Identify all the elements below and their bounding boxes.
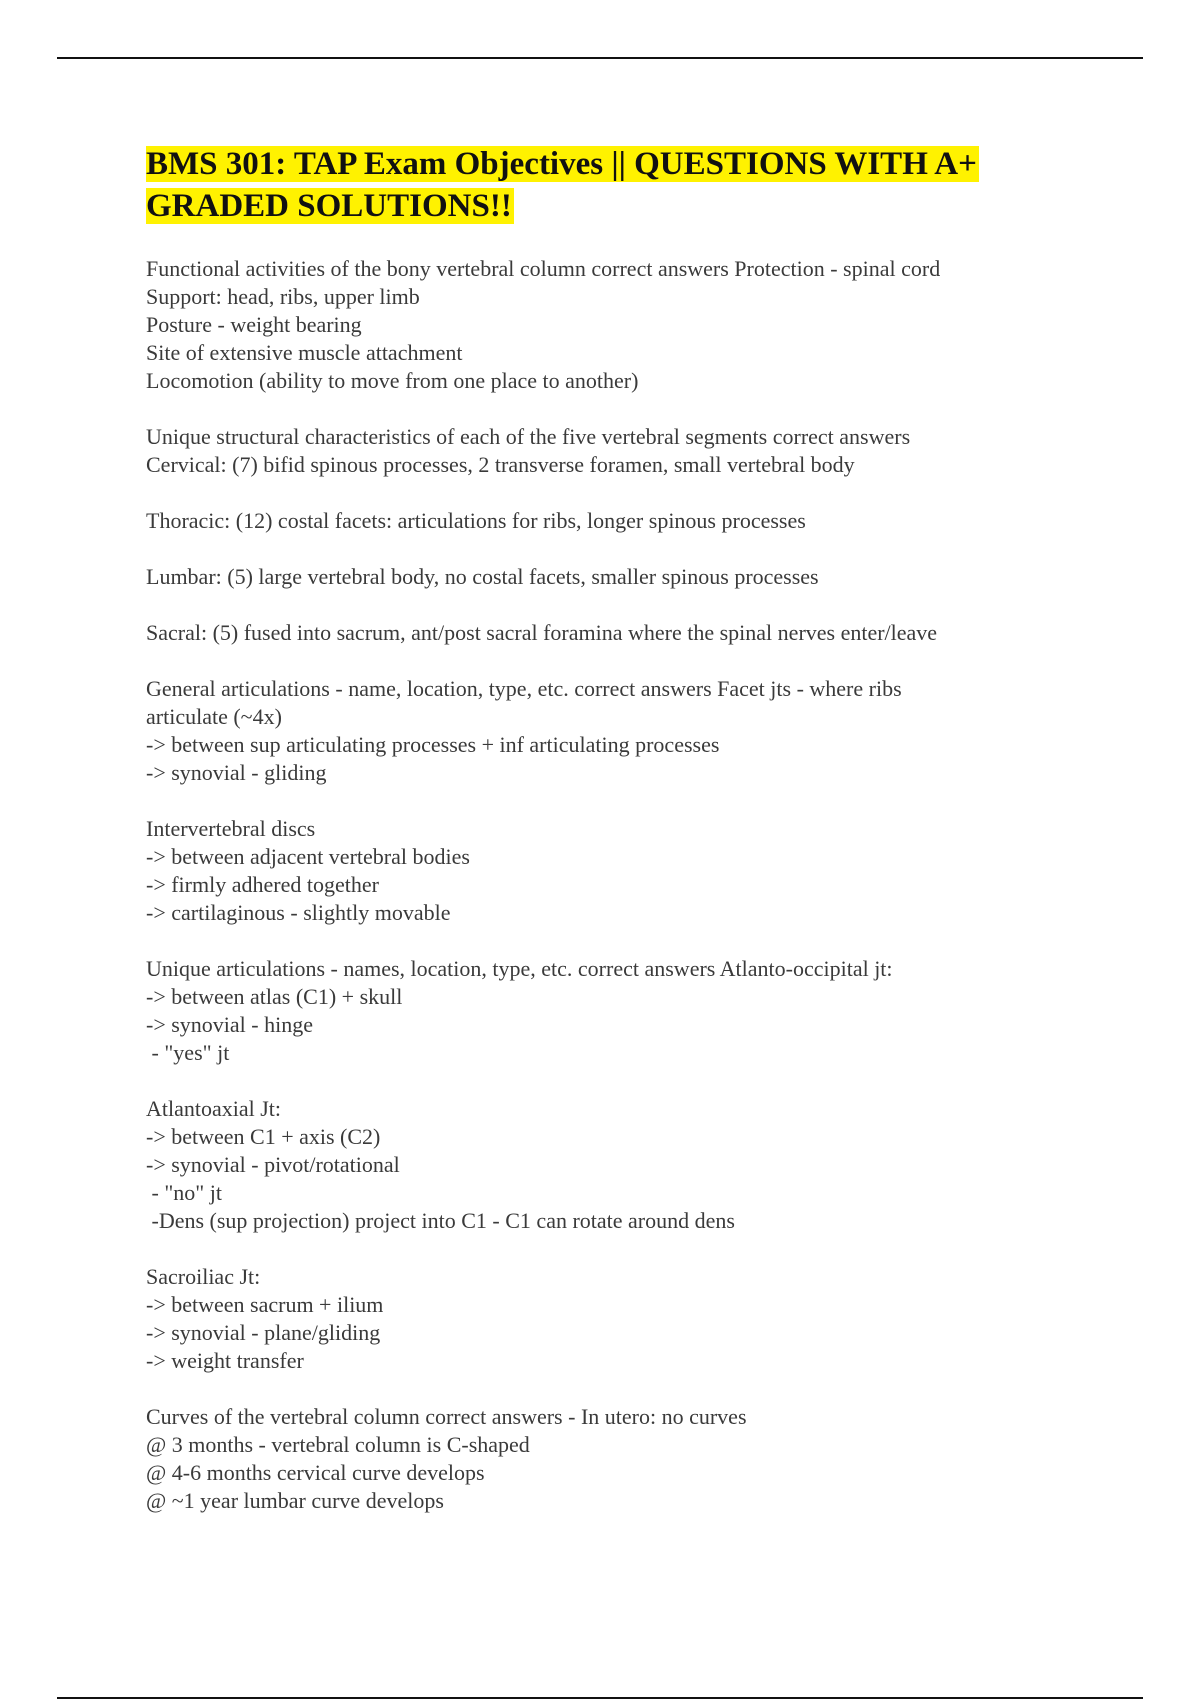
text-line: -> between atlas (C1) + skull — [146, 984, 403, 1009]
text-line: -> weight transfer — [146, 1348, 304, 1373]
text-line: Functional activities of the bony vertebral column correct answers Protection - spinal cord — [146, 256, 941, 281]
text-line: Locomotion (ability to move from one place to another) — [146, 368, 639, 393]
qa-block-intervertebral-discs — [146, 815, 1086, 927]
text-line: Unique articulations - names, location, type, etc. correct answers Atlanto-occipital jt: — [146, 956, 893, 981]
text-line: Intervertebral discs — [146, 816, 316, 841]
text-line: -> synovial - gliding — [146, 760, 327, 785]
text-line: Sacral: (5) fused into sacrum, ant/post sacral foramina where the spinal nerves enter/leave — [146, 620, 938, 645]
text-line: - "yes" jt — [146, 1040, 230, 1065]
text-line: -> between C1 + axis (C2) — [146, 1124, 381, 1149]
text-line: -Dens (sup projection) project into C1 - C1 can rotate around dens — [146, 1208, 735, 1233]
qa-block-unique-articulations — [146, 955, 1086, 1067]
text-line: -> between adjacent vertebral bodies — [146, 844, 470, 869]
text-line: -> synovial - hinge — [146, 1012, 313, 1037]
qa-block-thoracic — [146, 507, 1086, 535]
text-line: -> between sacrum + ilium — [146, 1292, 384, 1317]
text-line: Lumbar: (5) large vertebral body, no costal facets, smaller spinous processes — [146, 564, 819, 589]
text-line: -> synovial - plane/gliding — [146, 1320, 381, 1345]
text-line: Support: head, ribs, upper limb — [146, 284, 420, 309]
text-line: @ 3 months - vertebral column is C-shaped — [146, 1432, 530, 1457]
text-line: -> between sup articulating processes + inf articulating processes — [146, 732, 720, 757]
text-line: Unique structural characteristics of each of the five vertebral segments correct answers — [146, 424, 911, 449]
qa-block-functional-activities — [146, 255, 1086, 395]
text-line: General articulations - name, location, type, etc. correct answers Facet jts - where ribs — [146, 676, 902, 701]
text-line: Thoracic: (12) costal facets: articulations for ribs, longer spinous processes — [146, 508, 806, 533]
qa-block-vertebral-segments — [146, 423, 1086, 479]
qa-block-sacral — [146, 619, 1086, 647]
text-line: Posture - weight bearing — [146, 312, 362, 337]
document-body — [146, 143, 1086, 1543]
text-line: -> firmly adhered together — [146, 872, 379, 897]
document-title — [146, 143, 1086, 227]
text-line: Sacroiliac Jt: — [146, 1264, 261, 1289]
qa-block-sacroiliac — [146, 1263, 1086, 1375]
title-highlight: BMS 301: TAP Exam Objectives || QUESTIONS WITH A+ GRADED SOLUTIONS!! — [146, 146, 977, 224]
text-line: @ 4-6 months cervical curve develops — [146, 1460, 485, 1485]
text-line: Cervical: (7) bifid spinous processes, 2 transverse foramen, small vertebral body — [146, 452, 855, 477]
text-line: Atlantoaxial Jt: — [146, 1096, 282, 1121]
text-line: -> synovial - pivot/rotational — [146, 1152, 400, 1177]
text-line: - "no" jt — [146, 1180, 223, 1205]
text-line: @ ~1 year lumbar curve develops — [146, 1488, 444, 1513]
bottom-rule — [57, 1697, 1143, 1699]
top-rule — [57, 57, 1143, 59]
text-line: -> cartilaginous - slightly movable — [146, 900, 451, 925]
qa-block-lumbar — [146, 563, 1086, 591]
text-line: Site of extensive muscle attachment — [146, 340, 463, 365]
text-line: articulate (~4x) — [146, 704, 282, 729]
qa-block-general-articulations — [146, 675, 1086, 787]
qa-block-atlantoaxial — [146, 1095, 1086, 1235]
qa-block-curves — [146, 1403, 1086, 1515]
text-line: Curves of the vertebral column correct answers - In utero: no curves — [146, 1404, 747, 1429]
